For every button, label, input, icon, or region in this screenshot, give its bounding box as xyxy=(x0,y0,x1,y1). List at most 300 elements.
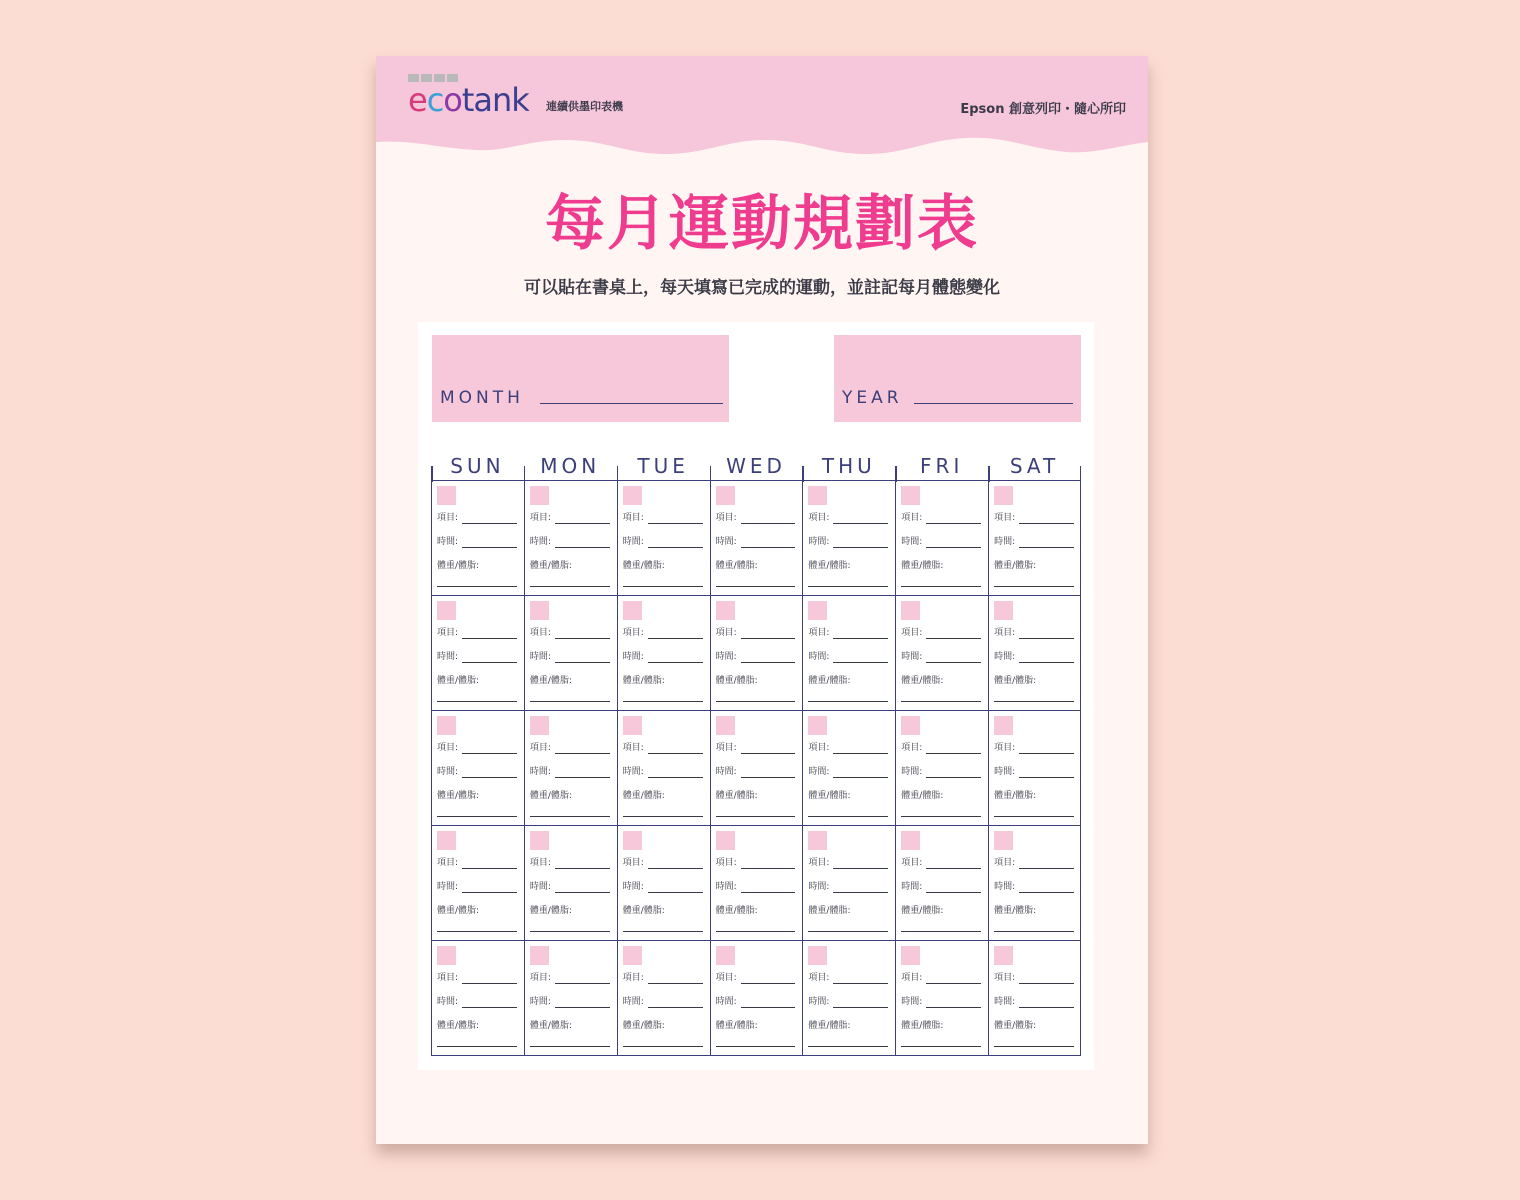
field-label-weight: 體重/體脂: xyxy=(529,1021,572,1031)
day-cell xyxy=(617,941,710,1056)
field-line-weight[interactable] xyxy=(994,701,1074,702)
field-line-weight[interactable] xyxy=(808,816,888,817)
field-label-weight: 體重/體脂: xyxy=(715,791,758,801)
field-label-item: 項目: xyxy=(622,513,644,523)
field-label-item: 項目: xyxy=(715,513,737,523)
field-label-item: 項目: xyxy=(437,973,459,983)
field-line-item[interactable] xyxy=(555,523,610,524)
field-line-weight[interactable] xyxy=(901,1046,981,1047)
field-label-weight: 體重/體脂: xyxy=(622,791,665,801)
day-cell xyxy=(524,826,617,941)
field-line-time[interactable] xyxy=(648,1007,703,1008)
calendar-grid xyxy=(431,480,1081,1055)
field-label-item: 項目: xyxy=(994,628,1016,638)
planner-page xyxy=(376,56,1148,1144)
field-label-time: 時間: xyxy=(994,767,1016,777)
field-label-time: 時間: xyxy=(994,882,1016,892)
field-label-weight: 體重/體脂: xyxy=(901,791,944,801)
field-label-weight: 體重/體脂: xyxy=(994,906,1037,916)
day-cell xyxy=(617,481,710,596)
day-cell xyxy=(710,711,803,826)
done-checkbox[interactable] xyxy=(901,716,920,735)
field-line-item[interactable] xyxy=(926,868,981,869)
year-label: YEAR xyxy=(842,388,903,408)
field-line-item[interactable] xyxy=(648,983,703,984)
field-label-weight: 體重/體脂: xyxy=(529,791,572,801)
field-line-time[interactable] xyxy=(741,547,796,548)
field-line-weight[interactable] xyxy=(530,586,610,587)
field-label-item: 項目: xyxy=(715,743,737,753)
field-line-item[interactable] xyxy=(462,753,517,754)
field-label-item: 項目: xyxy=(808,743,830,753)
field-label-time: 時間: xyxy=(437,882,459,892)
done-checkbox[interactable] xyxy=(716,831,735,850)
field-label-item: 項目: xyxy=(808,628,830,638)
day-cell xyxy=(617,826,710,941)
weekday-label-1: MON xyxy=(540,454,601,478)
field-label-weight: 體重/體脂: xyxy=(622,1021,665,1031)
field-line-weight[interactable] xyxy=(716,1046,796,1047)
day-cell xyxy=(710,826,803,941)
field-label-time: 時間: xyxy=(994,537,1016,547)
field-line-time[interactable] xyxy=(926,547,981,548)
day-cell xyxy=(895,711,988,826)
field-label-time: 時間: xyxy=(622,537,644,547)
field-label-time: 時間: xyxy=(437,537,459,547)
field-line-item[interactable] xyxy=(741,868,796,869)
field-line-time[interactable] xyxy=(555,547,610,548)
field-line-weight[interactable] xyxy=(716,816,796,817)
done-checkbox[interactable] xyxy=(437,486,456,505)
field-line-time[interactable] xyxy=(648,662,703,663)
field-line-item[interactable] xyxy=(1019,868,1074,869)
done-checkbox[interactable] xyxy=(901,831,920,850)
field-line-weight[interactable] xyxy=(716,586,796,587)
field-line-item[interactable] xyxy=(462,638,517,639)
field-label-item: 項目: xyxy=(622,858,644,868)
field-line-weight[interactable] xyxy=(530,701,610,702)
field-label-weight: 體重/體脂: xyxy=(715,561,758,571)
done-checkbox[interactable] xyxy=(623,601,642,620)
field-line-weight[interactable] xyxy=(901,816,981,817)
field-line-item[interactable] xyxy=(741,983,796,984)
field-label-weight: 體重/體脂: xyxy=(622,676,665,686)
field-line-item[interactable] xyxy=(741,523,796,524)
field-line-weight[interactable] xyxy=(994,816,1074,817)
field-label-time: 時間: xyxy=(437,767,459,777)
month-box xyxy=(432,335,729,422)
brand-tagline: Epson 創意列印・隨心所印 xyxy=(960,102,1126,117)
weekday-label-4: THU xyxy=(821,454,876,478)
done-checkbox[interactable] xyxy=(530,601,549,620)
field-line-item[interactable] xyxy=(648,868,703,869)
done-checkbox[interactable] xyxy=(994,716,1013,735)
field-line-time[interactable] xyxy=(741,892,796,893)
field-label-weight: 體重/體脂: xyxy=(901,906,944,916)
field-line-weight[interactable] xyxy=(530,816,610,817)
done-checkbox[interactable] xyxy=(716,946,735,965)
field-label-weight: 體重/體脂: xyxy=(994,676,1037,686)
done-checkbox[interactable] xyxy=(437,601,456,620)
field-label-weight: 體重/體脂: xyxy=(715,676,758,686)
field-label-time: 時間: xyxy=(901,997,923,1007)
done-checkbox[interactable] xyxy=(994,601,1013,620)
field-line-time[interactable] xyxy=(741,777,796,778)
field-label-item: 項目: xyxy=(715,628,737,638)
weekday-label-0: SUN xyxy=(450,454,505,478)
field-label-item: 項目: xyxy=(529,973,551,983)
field-line-item[interactable] xyxy=(555,753,610,754)
field-label-time: 時間: xyxy=(529,767,551,777)
field-line-time[interactable] xyxy=(648,777,703,778)
day-cell xyxy=(524,481,617,596)
field-line-item[interactable] xyxy=(648,638,703,639)
day-cell xyxy=(617,711,710,826)
field-line-time[interactable] xyxy=(926,777,981,778)
day-cell xyxy=(895,826,988,941)
field-label-weight: 體重/體脂: xyxy=(529,676,572,686)
field-line-time[interactable] xyxy=(1019,547,1074,548)
done-checkbox[interactable] xyxy=(808,831,827,850)
day-cell xyxy=(524,711,617,826)
field-line-item[interactable] xyxy=(1019,753,1074,754)
day-cell xyxy=(988,481,1081,596)
done-checkbox[interactable] xyxy=(901,601,920,620)
field-label-time: 時間: xyxy=(715,537,737,547)
field-line-item[interactable] xyxy=(926,523,981,524)
field-label-weight: 體重/體脂: xyxy=(994,791,1037,801)
field-line-item[interactable] xyxy=(833,868,888,869)
logo-subtitle: 連續供墨印表機 xyxy=(546,100,623,113)
field-line-time[interactable] xyxy=(833,892,888,893)
field-label-time: 時間: xyxy=(622,652,644,662)
weekday-label-2: TUE xyxy=(637,454,689,478)
field-line-weight[interactable] xyxy=(994,586,1074,587)
day-cell xyxy=(988,596,1081,711)
done-checkbox[interactable] xyxy=(901,486,920,505)
day-cell xyxy=(802,711,895,826)
done-checkbox[interactable] xyxy=(437,831,456,850)
field-label-time: 時間: xyxy=(901,882,923,892)
weekday-label-6: SAT xyxy=(1009,454,1060,478)
field-label-item: 項目: xyxy=(994,743,1016,753)
field-label-item: 項目: xyxy=(715,858,737,868)
field-label-weight: 體重/體脂: xyxy=(622,561,665,571)
done-checkbox[interactable] xyxy=(808,716,827,735)
field-label-time: 時間: xyxy=(529,882,551,892)
field-line-weight[interactable] xyxy=(901,701,981,702)
field-label-item: 項目: xyxy=(437,858,459,868)
field-line-item[interactable] xyxy=(1019,638,1074,639)
done-checkbox[interactable] xyxy=(808,946,827,965)
day-cell xyxy=(431,941,524,1056)
field-label-time: 時間: xyxy=(808,537,830,547)
field-label-time: 時間: xyxy=(715,652,737,662)
field-label-time: 時間: xyxy=(529,997,551,1007)
field-line-weight[interactable] xyxy=(437,701,517,702)
done-checkbox[interactable] xyxy=(623,831,642,850)
field-label-time: 時間: xyxy=(994,652,1016,662)
field-line-item[interactable] xyxy=(555,983,610,984)
month-label: MONTH xyxy=(440,388,524,408)
field-line-item[interactable] xyxy=(462,523,517,524)
page-subtitle: 可以貼在書桌上，每天填寫已完成的運動，並註記每月體態變化 xyxy=(524,278,1000,298)
field-line-item[interactable] xyxy=(833,523,888,524)
day-cell xyxy=(895,941,988,1056)
field-label-item: 項目: xyxy=(901,628,923,638)
field-label-time: 時間: xyxy=(901,767,923,777)
field-label-weight: 體重/體脂: xyxy=(808,906,851,916)
field-line-weight[interactable] xyxy=(716,701,796,702)
field-line-time[interactable] xyxy=(462,892,517,893)
field-label-item: 項目: xyxy=(622,743,644,753)
field-line-time[interactable] xyxy=(555,662,610,663)
field-line-item[interactable] xyxy=(926,983,981,984)
field-label-weight: 體重/體脂: xyxy=(437,791,480,801)
field-line-time[interactable] xyxy=(741,1007,796,1008)
field-line-item[interactable] xyxy=(648,753,703,754)
field-label-time: 時間: xyxy=(808,767,830,777)
field-line-time[interactable] xyxy=(833,1007,888,1008)
field-label-weight: 體重/體脂: xyxy=(808,676,851,686)
month-field-line[interactable] xyxy=(540,403,723,405)
day-cell xyxy=(988,941,1081,1056)
field-line-item[interactable] xyxy=(1019,983,1074,984)
field-line-time[interactable] xyxy=(833,777,888,778)
done-checkbox[interactable] xyxy=(808,601,827,620)
field-line-weight[interactable] xyxy=(808,931,888,932)
done-checkbox[interactable] xyxy=(623,946,642,965)
field-line-item[interactable] xyxy=(648,523,703,524)
field-label-time: 時間: xyxy=(715,767,737,777)
field-line-item[interactable] xyxy=(926,753,981,754)
field-line-time[interactable] xyxy=(462,777,517,778)
field-line-weight[interactable] xyxy=(437,816,517,817)
field-line-weight[interactable] xyxy=(437,586,517,587)
field-line-time[interactable] xyxy=(926,892,981,893)
field-line-time[interactable] xyxy=(1019,1007,1074,1008)
day-cell xyxy=(802,941,895,1056)
done-checkbox[interactable] xyxy=(716,716,735,735)
field-line-time[interactable] xyxy=(926,662,981,663)
field-label-item: 項目: xyxy=(622,628,644,638)
field-line-time[interactable] xyxy=(1019,892,1074,893)
field-label-weight: 體重/體脂: xyxy=(529,906,572,916)
field-line-time[interactable] xyxy=(833,547,888,548)
field-line-item[interactable] xyxy=(741,638,796,639)
day-cell xyxy=(710,481,803,596)
done-checkbox[interactable] xyxy=(623,486,642,505)
year-box xyxy=(834,335,1081,422)
field-label-weight: 體重/體脂: xyxy=(437,906,480,916)
day-cell xyxy=(802,481,895,596)
field-line-time[interactable] xyxy=(926,1007,981,1008)
field-label-weight: 體重/體脂: xyxy=(901,561,944,571)
field-label-item: 項目: xyxy=(622,973,644,983)
done-checkbox[interactable] xyxy=(530,946,549,965)
day-cell xyxy=(895,596,988,711)
done-checkbox[interactable] xyxy=(437,946,456,965)
field-label-item: 項目: xyxy=(529,858,551,868)
logo-letter-e: e xyxy=(408,81,427,119)
done-checkbox[interactable] xyxy=(994,946,1013,965)
field-line-weight[interactable] xyxy=(808,586,888,587)
field-label-weight: 體重/體脂: xyxy=(529,561,572,571)
field-line-time[interactable] xyxy=(555,1007,610,1008)
field-line-weight[interactable] xyxy=(530,931,610,932)
field-label-item: 項目: xyxy=(529,513,551,523)
field-line-weight[interactable] xyxy=(623,816,703,817)
field-line-weight[interactable] xyxy=(530,1046,610,1047)
field-line-weight[interactable] xyxy=(623,701,703,702)
field-label-weight: 體重/體脂: xyxy=(715,906,758,916)
field-line-time[interactable] xyxy=(462,1007,517,1008)
field-line-weight[interactable] xyxy=(437,931,517,932)
field-label-item: 項目: xyxy=(994,858,1016,868)
field-label-weight: 體重/體脂: xyxy=(901,676,944,686)
field-line-time[interactable] xyxy=(648,892,703,893)
weekday-header xyxy=(431,452,1081,482)
done-checkbox[interactable] xyxy=(994,831,1013,850)
field-line-weight[interactable] xyxy=(994,931,1074,932)
field-label-time: 時間: xyxy=(808,882,830,892)
field-label-item: 項目: xyxy=(808,513,830,523)
field-label-item: 項目: xyxy=(529,743,551,753)
field-label-time: 時間: xyxy=(994,997,1016,1007)
field-label-item: 項目: xyxy=(437,513,459,523)
field-label-item: 項目: xyxy=(715,973,737,983)
field-label-time: 時間: xyxy=(715,997,737,1007)
day-cell xyxy=(524,941,617,1056)
field-label-weight: 體重/體脂: xyxy=(437,561,480,571)
done-checkbox[interactable] xyxy=(716,601,735,620)
page-title: 每月運動規劃表 xyxy=(545,189,979,259)
field-line-time[interactable] xyxy=(555,892,610,893)
field-label-item: 項目: xyxy=(437,743,459,753)
field-label-weight: 體重/體脂: xyxy=(808,791,851,801)
field-line-item[interactable] xyxy=(462,868,517,869)
field-label-weight: 體重/體脂: xyxy=(808,1021,851,1031)
field-line-item[interactable] xyxy=(555,638,610,639)
field-line-item[interactable] xyxy=(1019,523,1074,524)
day-cell xyxy=(895,481,988,596)
field-line-time[interactable] xyxy=(462,662,517,663)
day-cell xyxy=(431,481,524,596)
weekday-label-5: FRI xyxy=(920,454,964,478)
day-cell xyxy=(431,826,524,941)
day-cell xyxy=(710,941,803,1056)
field-label-item: 項目: xyxy=(808,858,830,868)
field-label-time: 時間: xyxy=(622,997,644,1007)
done-checkbox[interactable] xyxy=(716,486,735,505)
done-checkbox[interactable] xyxy=(530,831,549,850)
field-line-weight[interactable] xyxy=(901,586,981,587)
field-label-time: 時間: xyxy=(529,652,551,662)
field-line-item[interactable] xyxy=(833,753,888,754)
field-line-weight[interactable] xyxy=(437,1046,517,1047)
field-line-item[interactable] xyxy=(462,983,517,984)
field-line-weight[interactable] xyxy=(901,931,981,932)
field-line-weight[interactable] xyxy=(808,701,888,702)
day-cell xyxy=(617,596,710,711)
field-label-time: 時間: xyxy=(437,652,459,662)
field-label-item: 項目: xyxy=(901,858,923,868)
field-line-item[interactable] xyxy=(555,868,610,869)
day-cell xyxy=(524,596,617,711)
field-line-item[interactable] xyxy=(833,638,888,639)
field-label-weight: 體重/體脂: xyxy=(901,1021,944,1031)
done-checkbox[interactable] xyxy=(808,486,827,505)
logo-letter-c: c xyxy=(426,81,444,119)
logo-letter-o: o xyxy=(443,81,462,119)
field-label-time: 時間: xyxy=(437,997,459,1007)
field-label-item: 項目: xyxy=(901,973,923,983)
field-label-time: 時間: xyxy=(529,537,551,547)
field-label-weight: 體重/體脂: xyxy=(808,561,851,571)
logo-word-tank: tank xyxy=(461,81,529,119)
field-line-weight[interactable] xyxy=(808,1046,888,1047)
day-cell xyxy=(802,596,895,711)
day-cell xyxy=(802,826,895,941)
field-line-time[interactable] xyxy=(741,662,796,663)
field-line-weight[interactable] xyxy=(716,931,796,932)
weekday-label-3: WED xyxy=(726,454,786,478)
field-line-time[interactable] xyxy=(1019,662,1074,663)
field-label-time: 時間: xyxy=(622,882,644,892)
field-label-time: 時間: xyxy=(808,652,830,662)
done-checkbox[interactable] xyxy=(437,716,456,735)
field-label-weight: 體重/體脂: xyxy=(437,676,480,686)
field-label-item: 項目: xyxy=(901,513,923,523)
calendar-sheet xyxy=(418,322,1094,1070)
done-checkbox[interactable] xyxy=(901,946,920,965)
day-cell xyxy=(710,596,803,711)
day-cell xyxy=(431,596,524,711)
field-label-item: 項目: xyxy=(901,743,923,753)
field-line-weight[interactable] xyxy=(623,1046,703,1047)
field-line-time[interactable] xyxy=(833,662,888,663)
day-cell xyxy=(988,826,1081,941)
field-line-weight[interactable] xyxy=(623,931,703,932)
field-label-time: 時間: xyxy=(901,537,923,547)
field-label-weight: 體重/體脂: xyxy=(994,1021,1037,1031)
done-checkbox[interactable] xyxy=(530,716,549,735)
field-line-item[interactable] xyxy=(833,983,888,984)
done-checkbox[interactable] xyxy=(994,486,1013,505)
field-line-weight[interactable] xyxy=(623,586,703,587)
done-checkbox[interactable] xyxy=(530,486,549,505)
field-label-item: 項目: xyxy=(994,973,1016,983)
field-label-item: 項目: xyxy=(808,973,830,983)
field-line-time[interactable] xyxy=(648,547,703,548)
year-field-line[interactable] xyxy=(914,403,1073,405)
field-line-time[interactable] xyxy=(1019,777,1074,778)
field-label-item: 項目: xyxy=(437,628,459,638)
field-label-time: 時間: xyxy=(715,882,737,892)
field-line-time[interactable] xyxy=(555,777,610,778)
field-line-weight[interactable] xyxy=(994,1046,1074,1047)
field-line-item[interactable] xyxy=(926,638,981,639)
field-label-time: 時間: xyxy=(808,997,830,1007)
field-line-item[interactable] xyxy=(741,753,796,754)
field-label-item: 項目: xyxy=(994,513,1016,523)
field-label-weight: 體重/體脂: xyxy=(622,906,665,916)
done-checkbox[interactable] xyxy=(623,716,642,735)
field-label-item: 項目: xyxy=(529,628,551,638)
field-label-weight: 體重/體脂: xyxy=(437,1021,480,1031)
field-label-weight: 體重/體脂: xyxy=(715,1021,758,1031)
field-line-time[interactable] xyxy=(462,547,517,548)
